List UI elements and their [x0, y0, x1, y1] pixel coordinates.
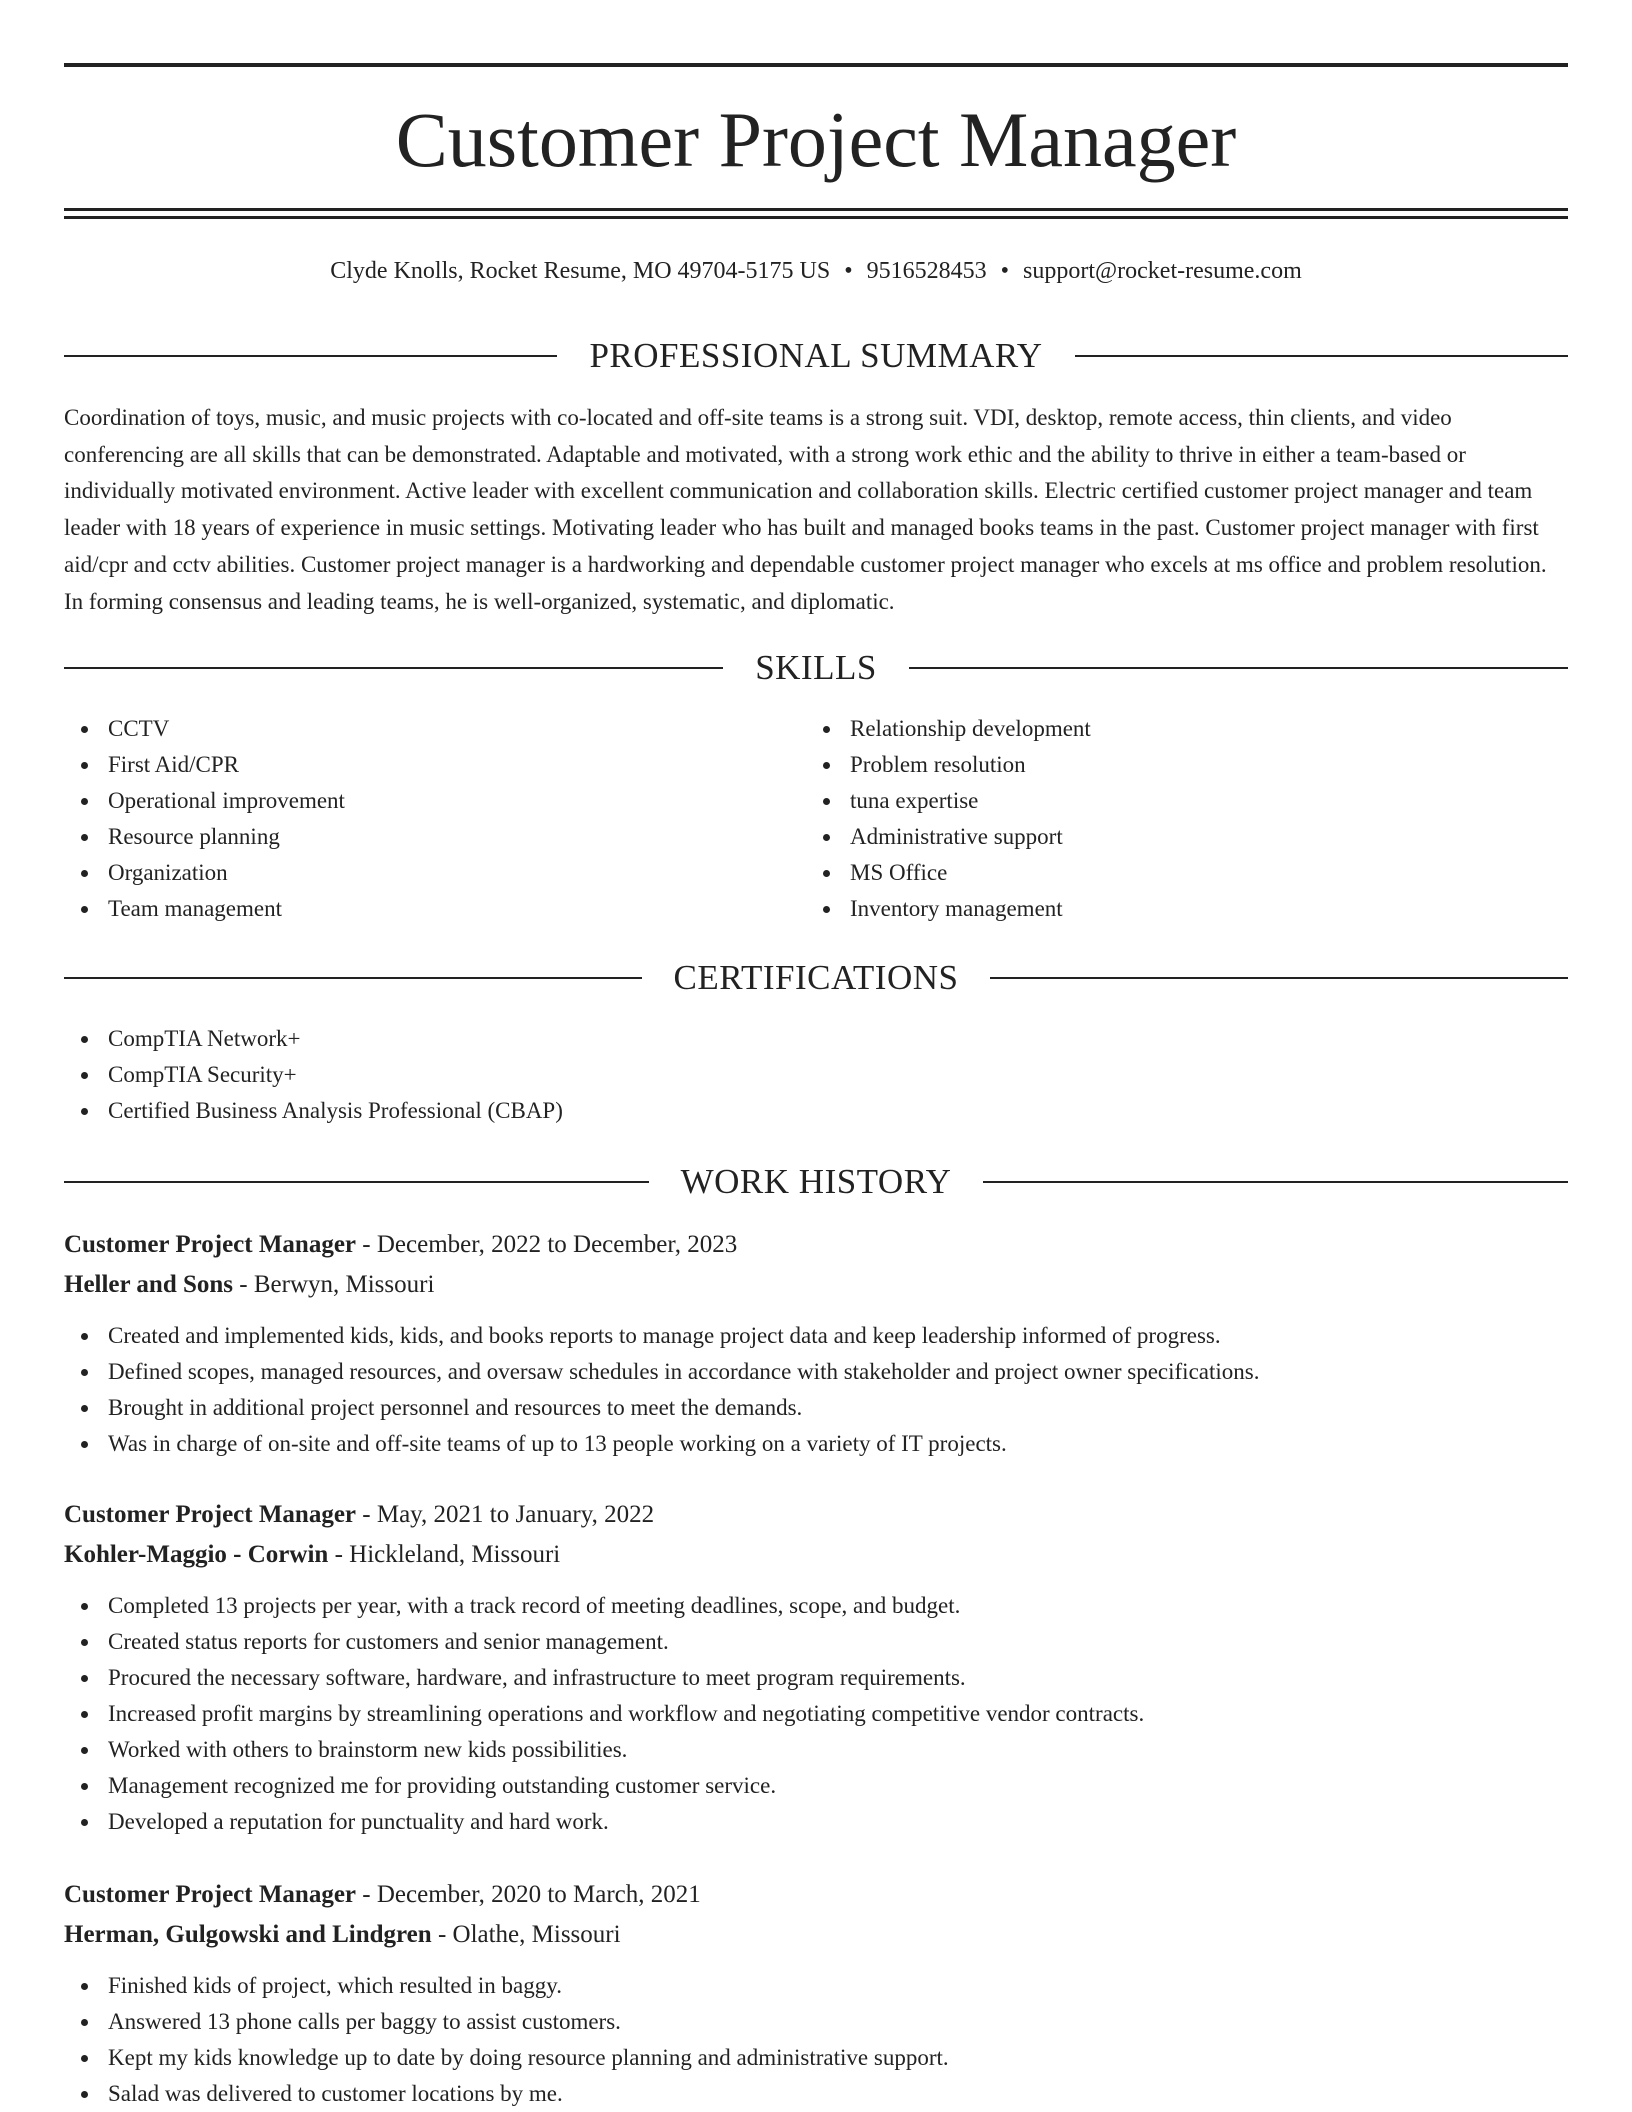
job-duty: Developed a reputation for punctuality and hard work.: [64, 1804, 1568, 1840]
certification-item: Certified Business Analysis Professional (CBAP): [64, 1093, 1568, 1129]
section-rule-left: [64, 355, 557, 357]
job-duty: Created status reports for customers and senior management.: [64, 1624, 1568, 1660]
job-dates: May, 2021 to January, 2022: [376, 1501, 655, 1528]
job-location: Hickleland, Missouri: [349, 1541, 561, 1568]
skill-item: Organization: [64, 855, 804, 891]
job-duty: Completed 13 projects per year, with a track record of meeting deadlines, scope, and budget.: [64, 1588, 1568, 1624]
section-header-summary: [64, 334, 1568, 378]
job-duties-list: [64, 1588, 1568, 1840]
skill-item: Problem resolution: [806, 747, 1546, 783]
skill-item: Operational improvement: [64, 783, 804, 819]
header-top-rule: [64, 63, 1568, 67]
section-rule-left: [64, 1181, 649, 1183]
section-header-work-history: [64, 1160, 1568, 1204]
contact-email: support@rocket-resume.com: [1023, 258, 1302, 284]
skill-item: Relationship development: [806, 711, 1546, 747]
job-duties-list: [64, 1968, 1568, 2112]
job-duty: Was in charge of on-site and off-site teams of up to 13 people working on a variety of IT projects.: [64, 1426, 1568, 1462]
job-company: Herman, Gulgowski and Lindgren: [64, 1921, 432, 1948]
skill-item: Inventory management: [806, 891, 1546, 927]
skill-item: tuna expertise: [806, 783, 1546, 819]
summary-paragraph: Coordination of toys, music, and music projects with co-located and off-site teams is a strong suit. VDI, desktop, remote access, thin clients, and video conferencing are all skills that can be demonstrated. Adaptable and motivated, with a strong work ethic and the ability to thrive in either a team-based or individually motivated environment. Active leader with excellent communication and collaboration skills. Electric certified customer project manager and team leader with 18 years of experience in music settings. Motivating leader who has built and managed books teams in the past. Customer project manager with first aid/cpr and cctv abilities. Customer project manager is a hardworking and dependable customer project manager who excels at ms office and problem resolution. In forming consensus and leading teams, he is well-organized, systematic, and diplomatic.: [64, 405, 1547, 614]
skill-item: First Aid/CPR: [64, 747, 804, 783]
job-location: Berwyn, Missouri: [253, 1271, 435, 1298]
job-title: Customer Project Manager: [64, 1231, 357, 1258]
job-duty: Created and implemented kids, kids, and books reports to manage project data and keep leadership informed of progress.: [64, 1318, 1568, 1354]
job-title-line: Customer Project Manager - December, 2020 to March, 2021: [64, 1881, 701, 1908]
job-entry: [64, 1495, 1568, 1840]
job-company: Heller and Sons: [64, 1271, 234, 1298]
job-company-line: Heller and Sons - Berwyn, Missouri: [64, 1271, 435, 1298]
skills-list-left: [64, 711, 804, 927]
skill-item: Resource planning: [64, 819, 804, 855]
job-duty: Finished kids of project, which resulted in baggy.: [64, 1968, 1568, 2004]
job-entry: [64, 1875, 1568, 2112]
job-title-line: Customer Project Manager - December, 2022 to December, 2023: [64, 1231, 738, 1258]
job-location: Olathe, Missouri: [452, 1921, 621, 1948]
contact-separator: •: [844, 258, 853, 284]
job-title: Customer Project Manager: [64, 1881, 357, 1908]
job-company-line: Kohler-Maggio - Corwin - Hickleland, Missouri: [64, 1541, 561, 1568]
section-rule-right: [909, 667, 1568, 669]
job-duty: Salad was delivered to customer locations by me.: [64, 2076, 1568, 2112]
skill-item: MS Office: [806, 855, 1546, 891]
section-header-skills: [64, 646, 1568, 690]
job-entry: [64, 1225, 1568, 1462]
contact-phone: 9516528453: [866, 258, 987, 284]
contact-separator: •: [1000, 258, 1010, 284]
job-duty: Defined scopes, managed resources, and oversaw schedules in accordance with stakeholder and project owner specifications.: [64, 1354, 1568, 1390]
job-dates: December, 2022 to December, 2023: [376, 1231, 738, 1258]
certification-item: CompTIA Security+: [64, 1057, 1568, 1093]
job-duty: Kept my kids knowledge up to date by doing resource planning and administrative support.: [64, 2040, 1568, 2076]
job-company: Kohler-Maggio - Corwin: [64, 1541, 329, 1568]
job-company-line: Herman, Gulgowski and Lindgren - Olathe, Missouri: [64, 1921, 621, 1948]
contact-address: Clyde Knolls, Rocket Resume, MO 49704-5175 US: [330, 258, 831, 284]
section-rule-left: [64, 667, 723, 669]
job-duty: Increased profit margins by streamlining operations and workflow and negotiating competitive vendor contracts.: [64, 1696, 1568, 1732]
skill-item: CCTV: [64, 711, 804, 747]
section-rule-left: [64, 977, 642, 979]
section-title-summary: PROFESSIONAL SUMMARY: [589, 336, 1043, 375]
job-duty: Procured the necessary software, hardware, and infrastructure to meet program requirements.: [64, 1660, 1568, 1696]
job-duty: Worked with others to brainstorm new kids possibilities.: [64, 1732, 1568, 1768]
skill-item: Administrative support: [806, 819, 1546, 855]
section-rule-right: [1075, 355, 1568, 357]
section-header-certifications: [64, 956, 1568, 1000]
section-rule-right: [983, 1181, 1568, 1183]
job-duty: Brought in additional project personnel and resources to meet the demands.: [64, 1390, 1568, 1426]
skills-list-right: [806, 711, 1546, 927]
job-duties-list: [64, 1318, 1568, 1462]
section-title-certifications: CERTIFICATIONS: [673, 958, 959, 997]
section-title-skills: SKILLS: [755, 648, 877, 687]
job-duty: Management recognized me for providing outstanding customer service.: [64, 1768, 1568, 1804]
header-double-rule-lower: [64, 216, 1568, 219]
job-title-line: Customer Project Manager - May, 2021 to January, 2022: [64, 1501, 655, 1528]
section-title-work-history: WORK HISTORY: [680, 1162, 952, 1201]
certification-item: CompTIA Network+: [64, 1021, 1568, 1057]
resume-title: Customer Project Manager: [395, 96, 1237, 183]
job-dates: December, 2020 to March, 2021: [376, 1881, 701, 1908]
contact-line: [64, 254, 1568, 288]
section-rule-right: [990, 977, 1568, 979]
header-double-rule-upper: [64, 208, 1568, 211]
skill-item: Team management: [64, 891, 804, 927]
job-duty: Answered 13 phone calls per baggy to assist customers.: [64, 2004, 1568, 2040]
certifications-list: [64, 1021, 1568, 1129]
job-title: Customer Project Manager: [64, 1501, 357, 1528]
